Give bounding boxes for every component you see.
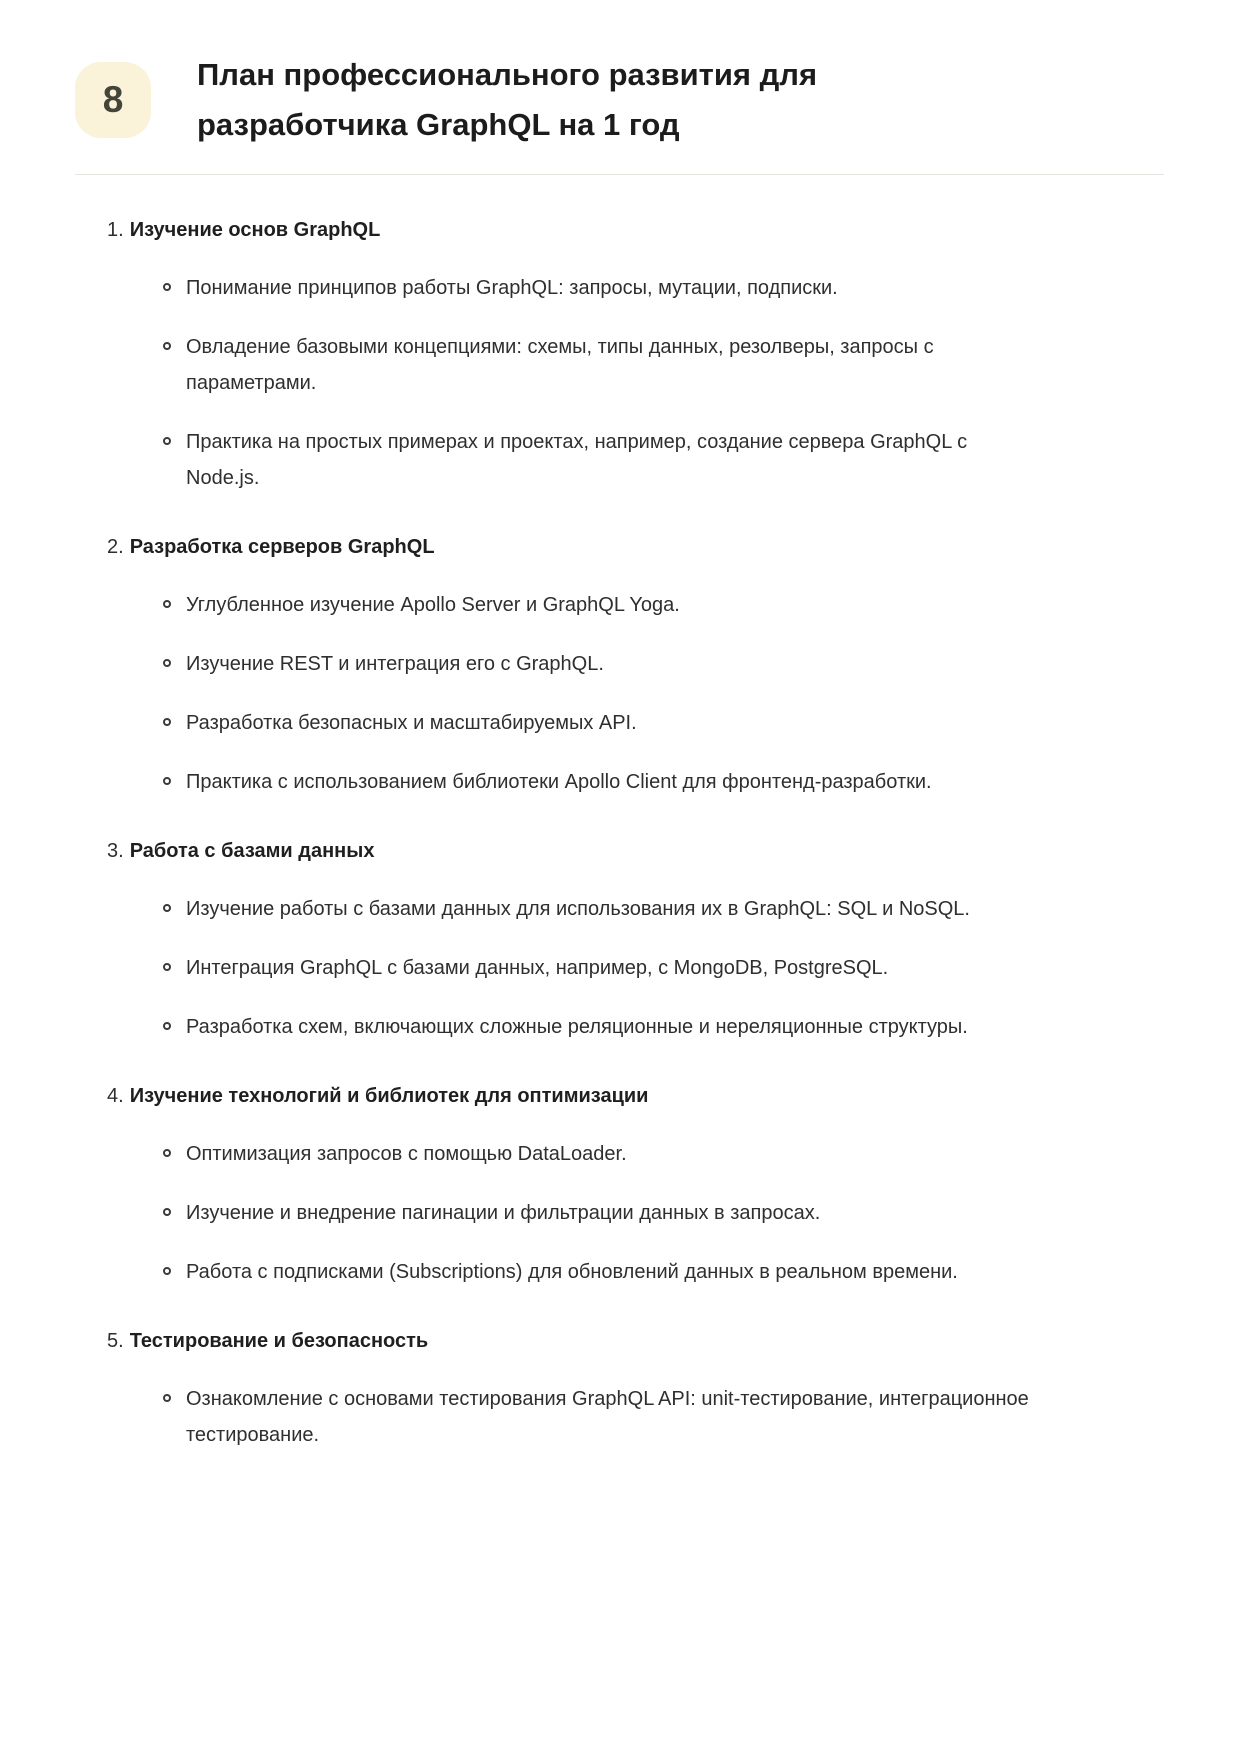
bullet-icon — [163, 1208, 171, 1216]
section-number: 3. — [107, 840, 124, 863]
plan-section — [107, 213, 1164, 496]
bullet-icon — [163, 283, 171, 291]
section-title: Работа с базами данных — [129, 840, 375, 863]
section-title: Разработка серверов GraphQL — [129, 536, 435, 559]
plan-section — [107, 530, 1164, 800]
list-item — [107, 587, 1029, 623]
page-title — [197, 50, 817, 150]
plan-section — [107, 834, 1164, 1045]
list-item-text: Овладение базовыми концепциями: схемы, типы данных, резолверы, запросы с параметрами. — [186, 336, 934, 395]
section-items — [107, 891, 1164, 1045]
section-items — [107, 270, 1164, 496]
bullet-icon — [163, 342, 171, 350]
section-number: 1. — [107, 219, 124, 242]
bullet-icon — [163, 963, 171, 971]
list-item-text: Углубленное изучение Apollo Server и GraphQL Yoga. — [186, 594, 680, 617]
list-item — [107, 764, 1029, 800]
bullet-icon — [163, 1149, 171, 1157]
list-item — [107, 424, 1029, 496]
section-heading — [107, 1324, 1164, 1358]
section-title: Изучение основ GraphQL — [129, 219, 381, 242]
list-item — [107, 1254, 1029, 1290]
bullet-icon — [163, 437, 171, 445]
list-item-text: Изучение и внедрение пагинации и фильтрации данных в запросах. — [186, 1202, 821, 1225]
section-title: Тестирование и безопасность — [129, 1330, 429, 1353]
plan-section — [107, 1079, 1164, 1290]
list-item-text: Практика на простых примерах и проектах, например, создание сервера GraphQL с Node.js. — [186, 431, 968, 490]
bullet-icon — [163, 659, 171, 667]
section-heading — [107, 213, 1164, 247]
list-item — [107, 329, 1029, 401]
bullet-icon — [163, 1394, 171, 1402]
list-item — [107, 1009, 1029, 1045]
bullet-icon — [163, 1022, 171, 1030]
list-item-text: Ознакомление с основами тестирования GraphQL API: unit-тестирование, интеграционное тестирование. — [186, 1388, 1029, 1447]
section-items — [107, 1136, 1164, 1290]
list-item-text: Понимание принципов работы GraphQL: запросы, мутации, подписки. — [186, 277, 838, 300]
document-header — [75, 50, 1164, 175]
document-body — [107, 175, 1164, 1453]
list-item-text: Изучение работы с базами данных для использования их в GraphQL: SQL и NoSQL. — [186, 898, 970, 921]
section-items — [107, 1381, 1164, 1453]
list-item — [107, 646, 1029, 682]
list-item-text: Работа с подписками (Subscriptions) для обновлений данных в реальном времени. — [186, 1261, 958, 1284]
bullet-icon — [163, 904, 171, 912]
section-number: 4. — [107, 1085, 124, 1108]
section-title: Изучение технологий и библиотек для оптимизации — [129, 1085, 649, 1108]
list-item-text: Разработка безопасных и масштабируемых API. — [186, 712, 637, 735]
section-number: 5. — [107, 1330, 124, 1353]
list-item-text: Оптимизация запросов с помощью DataLoader. — [186, 1143, 627, 1166]
section-heading — [107, 530, 1164, 564]
list-item — [107, 1136, 1029, 1172]
list-item — [107, 1195, 1029, 1231]
section-heading — [107, 834, 1164, 868]
bullet-icon — [163, 600, 171, 608]
list-item-text: Интеграция GraphQL с базами данных, например, с MongoDB, PostgreSQL. — [186, 957, 889, 980]
list-item-text: Практика с использованием библиотеки Apollo Client для фронтенд-разработки. — [186, 771, 932, 794]
bullet-icon — [163, 777, 171, 785]
list-item — [107, 1381, 1029, 1453]
list-item-text: Разработка схем, включающих сложные реляционные и нереляционные структуры. — [186, 1016, 968, 1039]
list-item-text: Изучение REST и интеграция его с GraphQL. — [186, 653, 604, 676]
section-number: 2. — [107, 536, 124, 559]
page-title-line-1: План профессионального развития для — [197, 57, 818, 92]
bullet-icon — [163, 718, 171, 726]
section-heading — [107, 1079, 1164, 1113]
section-items — [107, 587, 1164, 800]
page-number-badge: 8 — [75, 62, 151, 138]
bullet-icon — [163, 1267, 171, 1275]
plan-section — [107, 1324, 1164, 1453]
list-item — [107, 891, 1029, 927]
list-item — [107, 705, 1029, 741]
list-item — [107, 270, 1029, 306]
list-item — [107, 950, 1029, 986]
plan-list — [107, 213, 1164, 1453]
page-title-line-2: разработчика GraphQL на 1 год — [197, 107, 680, 143]
